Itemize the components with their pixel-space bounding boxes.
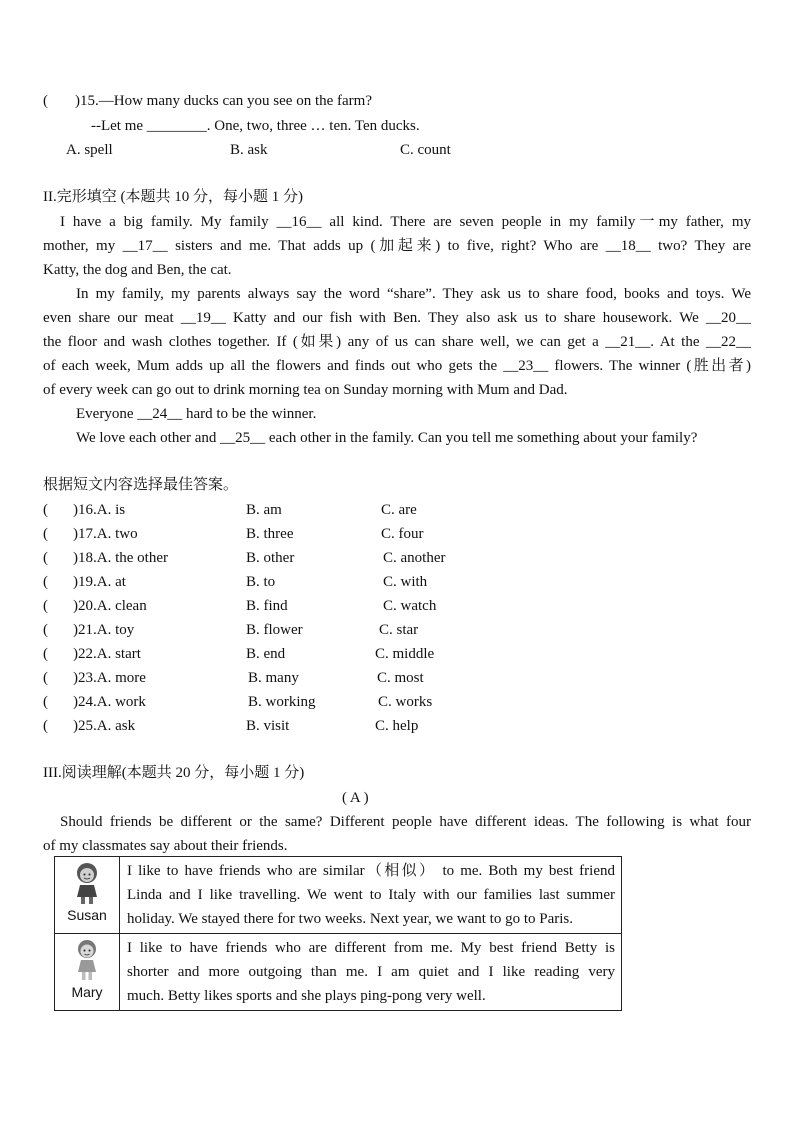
cloze-passage-line: of every week can go out to drink morning tea on Sunday morning with Mum and Dad. [43, 382, 568, 398]
quote-line: I like to have friends who are different from me. My best friend Betty is [127, 940, 615, 956]
cloze-passage-line: Everyone __24__ hard to be the winner. [76, 406, 317, 422]
quote-cell [120, 857, 622, 934]
cloze-passage-line: of each week, Mum adds up all the flowers and finds out who gets the __23__ flowers. The winner (胜出者) [43, 358, 751, 374]
option-c: C. star [379, 622, 419, 638]
option-b: B. find [246, 598, 288, 614]
option-a: )23.A. more [73, 670, 146, 686]
option-b: B. am [246, 502, 282, 518]
question-paren: ( [43, 598, 48, 614]
q15-option-b: B. ask [230, 142, 268, 158]
reading-heading: III.阅读理解(本题共 20 分，每小题 1 分) [43, 765, 305, 781]
quote-cell [120, 934, 622, 1011]
cloze-passage-line: I have a big family. My family __16__ all kind. There are seven people in my family一my father, my [60, 214, 751, 230]
friends-table [54, 856, 622, 1011]
option-a: )21.A. toy [73, 622, 135, 638]
person-name: Susan [67, 907, 107, 923]
q15-answer-line: --Let me ________. One, two, three … ten. Ten ducks. [91, 118, 420, 134]
cloze-passage-line: the floor and wash clothes together. If (如果) any of us can share well, we can get a __21__. At the __22__ [43, 334, 751, 350]
person-name: Mary [71, 984, 103, 1000]
q15-option-c: C. count [400, 142, 451, 158]
option-b: B. working [248, 694, 316, 710]
cloze-passage-line: We love each other and __25__ each other in the family. Can you tell me something about your family? [76, 430, 698, 446]
question-paren: ( [43, 718, 48, 734]
option-c: C. help [375, 718, 419, 734]
cloze-passage-line: In my family, my parents always say the word “share”. They ask us to share food, books and toys. We [76, 286, 751, 302]
quote-line: Linda and I like travelling. We went to Italy with our families last summer [127, 887, 615, 903]
option-a: )20.A. clean [73, 598, 147, 614]
option-b: B. three [246, 526, 294, 542]
option-a: )17.A. two [73, 526, 138, 542]
option-b: B. end [246, 646, 286, 662]
option-b: B. visit [246, 718, 290, 734]
q15-question: )15.—How many ducks can you see on the farm? [75, 93, 372, 109]
cloze-instruction: 根据短文内容选择最佳答案。 [43, 477, 239, 493]
q15-paren: ( [43, 93, 48, 109]
quote-line: I like to have friends who are similar（相似） to me. Both my best friend [127, 863, 615, 879]
option-c: C. four [381, 526, 424, 542]
reading-intro-line: Should friends be different or the same? Different people have different ideas. The following is what four [60, 814, 751, 830]
quote-line: holiday. We stayed there for two weeks. Next year, we want to go to Paris. [127, 911, 573, 927]
table-row [55, 934, 622, 1011]
reading-part-label: ( A ) [342, 790, 369, 806]
question-paren: ( [43, 526, 48, 542]
option-b: B. many [248, 670, 299, 686]
option-c: C. most [377, 670, 424, 686]
question-paren: ( [43, 574, 48, 590]
option-a: )22.A. start [73, 646, 141, 662]
cloze-passage-line: Katty, the dog and Ben, the cat. [43, 262, 232, 278]
person-cell [55, 857, 120, 934]
question-paren: ( [43, 694, 48, 710]
question-paren: ( [43, 502, 48, 518]
question-paren: ( [43, 550, 48, 566]
person-cell [55, 934, 120, 1011]
question-paren: ( [43, 670, 48, 686]
reading-intro-line: of my classmates say about their friends. [43, 838, 288, 854]
quote-line: much. Betty likes sports and she plays ping-pong very well. [127, 988, 486, 1004]
option-a: )16.A. is [73, 502, 126, 518]
table-row [55, 857, 622, 934]
option-a: )24.A. work [73, 694, 146, 710]
question-paren: ( [43, 622, 48, 638]
option-c: C. another [383, 550, 446, 566]
girl-avatar-icon [72, 861, 102, 905]
question-paren: ( [43, 646, 48, 662]
option-c: C. middle [375, 646, 435, 662]
option-c: C. watch [383, 598, 437, 614]
cloze-passage-line: even share our meat __19__ Katty and our fish with Ben. They also ask us to share housework. We __20__ [43, 310, 751, 326]
cloze-heading: II.完形填空 (本题共 10 分，每小题 1 分) [43, 189, 303, 205]
option-b: B. to [246, 574, 276, 590]
q15-option-a: A. spell [66, 142, 113, 158]
girl-avatar-icon [72, 938, 102, 982]
option-a: )18.A. the other [73, 550, 168, 566]
option-b: B. flower [246, 622, 303, 638]
option-c: C. with [383, 574, 428, 590]
option-c: C. works [378, 694, 433, 710]
option-c: C. are [381, 502, 417, 518]
option-a: )19.A. at [73, 574, 126, 590]
quote-line: shorter and more outgoing than me. I am quiet and I like reading very [127, 964, 615, 980]
cloze-passage-line: mother, my __17__ sisters and me. That adds up (加起来) to five, right? Who are __18__ two? They are [43, 238, 751, 254]
option-b: B. other [246, 550, 295, 566]
option-a: )25.A. ask [73, 718, 136, 734]
